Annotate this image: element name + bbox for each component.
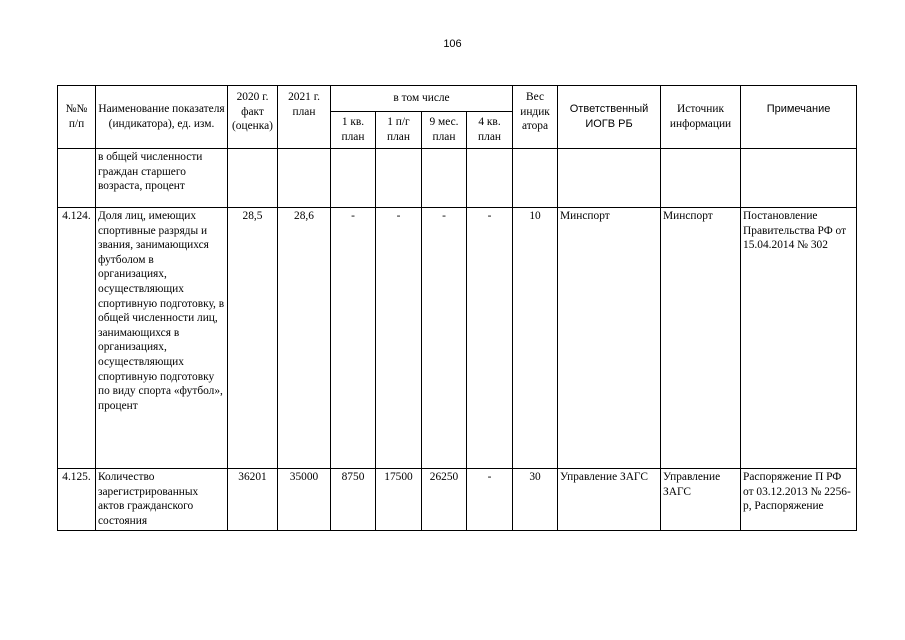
header-q4: 4 кв. план [467, 112, 513, 149]
cell-m9 [422, 149, 467, 208]
cell-note [741, 149, 857, 208]
cell-m9: 26250 [422, 469, 467, 531]
cell-q4: - [467, 208, 513, 469]
cell-source: Минспорт [661, 208, 741, 469]
table-row [58, 208, 857, 469]
header-2020: 2020 г. факт (оценка) [228, 86, 278, 149]
header-responsible: Ответственный ИОГВ РБ [558, 86, 661, 149]
header-source: Источник информации [661, 86, 741, 149]
cell-2021: 35000 [278, 469, 331, 531]
cell-weight: 30 [513, 469, 558, 531]
cell-note: Распоряжение П РФ от 03.12.2013 № 2256-р, Распоряжение [741, 469, 857, 531]
cell-name: Доля лиц, имеющих спортивные разряды и звания, занимающихся футболом в организациях, осуществляющих спортивную подготовку, в общей численности лиц, занимающихся в организациях, осуществляющих спортивную подготовку по виду спорта «футбол», процент [96, 208, 228, 469]
cell-q4: - [467, 469, 513, 531]
header-q1: 1 кв. план [331, 112, 376, 149]
header-num: №№ п/п [58, 86, 96, 149]
cell-num: 4.124. [58, 208, 96, 469]
cell-source [661, 149, 741, 208]
header-m9: 9 мес. план [422, 112, 467, 149]
cell-2021: 28,6 [278, 208, 331, 469]
header-weight: Вес индик атора [513, 86, 558, 149]
cell-note: Постановление Правительства РФ от 15.04.2014 № 302 [741, 208, 857, 469]
cell-q1: - [331, 208, 376, 469]
header-h1: 1 п/г план [376, 112, 422, 149]
cell-h1: 17500 [376, 469, 422, 531]
cell-2020 [228, 149, 278, 208]
cell-q4 [467, 149, 513, 208]
cell-name: Количество зарегистрированных актов гражданского состояния [96, 469, 228, 531]
cell-h1: - [376, 208, 422, 469]
cell-2020: 36201 [228, 469, 278, 531]
cell-name: в общей численности граждан старшего возраста, процент [96, 149, 228, 208]
header-including: в том числе [331, 86, 513, 112]
cell-q1 [331, 149, 376, 208]
cell-h1 [376, 149, 422, 208]
header-name: Наименование показателя (индикатора), ед. изм. [96, 86, 228, 149]
header-2021: 2021 г. план [278, 86, 331, 149]
table-row [58, 469, 857, 531]
cell-m9: - [422, 208, 467, 469]
indicators-table [57, 85, 857, 531]
cell-responsible: Минспорт [558, 208, 661, 469]
header-note: Примечание [741, 86, 857, 149]
cell-responsible [558, 149, 661, 208]
cell-num [58, 149, 96, 208]
cell-2020: 28,5 [228, 208, 278, 469]
cell-source: Управление ЗАГС [661, 469, 741, 531]
table-row [58, 149, 857, 208]
cell-weight [513, 149, 558, 208]
header-row-top [58, 86, 857, 112]
page-number: 106 [443, 38, 462, 50]
cell-responsible: Управление ЗАГС [558, 469, 661, 531]
cell-2021 [278, 149, 331, 208]
cell-q1: 8750 [331, 469, 376, 531]
cell-num: 4.125. [58, 469, 96, 531]
cell-weight: 10 [513, 208, 558, 469]
